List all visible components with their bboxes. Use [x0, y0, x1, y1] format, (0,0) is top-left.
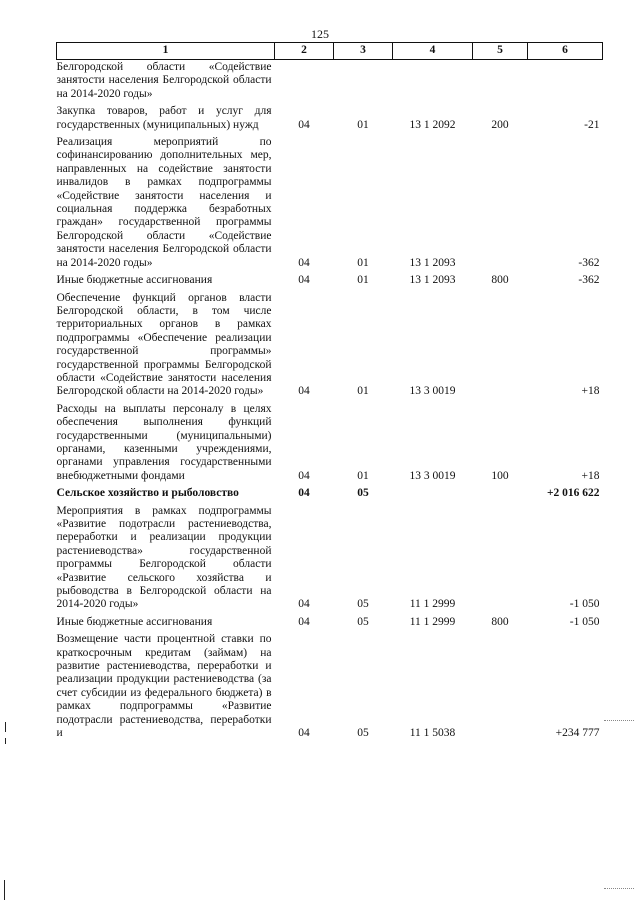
row-description: Иные бюджетные ассигнования — [56, 274, 213, 287]
row-target-code — [393, 60, 473, 102]
row-subsection-code: 01 — [357, 469, 369, 482]
header-row — [57, 43, 603, 60]
row-amount: -21 — [584, 118, 600, 131]
row-amount: +18 — [581, 469, 600, 482]
row-target-code: 13 3 0019 — [409, 469, 456, 482]
row-target-code: 13 1 2093 — [409, 256, 456, 269]
row-section-code — [275, 60, 334, 102]
row-expense-type — [473, 629, 528, 740]
row-amount: +18 — [581, 385, 600, 398]
row-description: Закупка товаров, работ и услуг для государственных (муниципальных) нужд — [56, 105, 272, 131]
row-description: Реализация мероприятий по софинансированию дополнительных мер, направленных на содействие занятости инвалидов в рамках подпрограммы «Содействие занятости населения и социальная поддержка безработных граждан» государственной программы Белгородской области «Содействие занятости населения Белгородской области на 2014-2020 годы» — [56, 136, 272, 269]
table-row — [57, 270, 603, 287]
row-target-code: 13 1 2093 — [409, 274, 456, 287]
row-expense-type — [473, 483, 528, 500]
table-row — [57, 483, 603, 500]
table-header — [57, 43, 603, 60]
row-target-code — [393, 483, 473, 500]
row-subsection-code — [334, 60, 393, 102]
row-section-code: 04 — [298, 256, 310, 269]
row-subsection-code: 05 — [357, 598, 369, 611]
row-section-code: 04 — [298, 727, 310, 740]
row-amount — [528, 60, 603, 102]
row-target-code: 11 1 2999 — [409, 598, 456, 611]
row-target-code: 13 1 2092 — [409, 118, 456, 131]
table-row — [57, 101, 603, 132]
row-target-code: 11 1 5038 — [409, 727, 456, 740]
row-section-code: 04 — [298, 469, 310, 482]
row-target-code: 13 3 0019 — [409, 385, 456, 398]
row-subsection-code: 01 — [357, 274, 369, 287]
page-number: 125 — [311, 27, 329, 41]
header-col-1: 1 — [57, 43, 275, 60]
row-expense-type: 100 — [491, 469, 509, 482]
row-section-code: 04 — [298, 598, 310, 611]
table-row — [57, 132, 603, 270]
row-subsection-code: 05 — [357, 727, 369, 740]
table-row — [57, 60, 603, 102]
row-amount: +2 016 622 — [546, 487, 600, 500]
row-expense-type — [473, 60, 528, 102]
table-row — [57, 612, 603, 629]
margin-mark — [5, 738, 6, 744]
header-col-6: 6 — [528, 43, 603, 60]
row-section-code: 04 — [298, 118, 310, 131]
row-amount: -1 050 — [569, 615, 600, 628]
edge-dash — [604, 720, 634, 722]
row-section-code: 04 — [298, 615, 310, 628]
row-expense-type — [473, 288, 528, 399]
budget-table — [56, 42, 603, 741]
edge-dash — [604, 888, 634, 890]
row-description: Иные бюджетные ассигнования — [56, 615, 213, 628]
row-subsection-code: 01 — [357, 256, 369, 269]
margin-mark — [4, 880, 5, 900]
table-row — [57, 399, 603, 483]
row-expense-type: 200 — [491, 118, 509, 131]
table-row — [57, 629, 603, 740]
row-subsection-code: 05 — [357, 487, 369, 500]
header-col-3: 3 — [334, 43, 393, 60]
table-row — [57, 501, 603, 612]
row-subsection-code: 05 — [357, 615, 369, 628]
row-description: Возмещение части процентной ставки по краткосрочным кредитам (займам) на развитие растениеводства, переработки и реализации продукции растениеводства (за счет субсидии из федерального бюджета) в рамках подпрограммы «Развитие подотрасли растениеводства, переработки и — [56, 633, 272, 740]
row-description: Расходы на выплаты персоналу в целях обеспечения выполнения функций государственными (муниципальными) органами, казенными учреждениями, органами управления государственными внебюджетными фондами — [56, 402, 272, 482]
row-description: Мероприятия в рамках подпрограммы «Развитие подотрасли растениеводства, переработки и реализации продукции растениеводства» государственной программы Белгородской области «Развитие сельского хозяйства и рыбоводства в Белгородской области на 2014-2020 годы» — [56, 504, 272, 611]
header-col-4: 4 — [393, 43, 473, 60]
row-expense-type: 800 — [491, 274, 509, 287]
row-expense-type: 800 — [491, 615, 509, 628]
row-section-code: 04 — [298, 274, 310, 287]
row-expense-type — [473, 132, 528, 270]
header-col-2: 2 — [275, 43, 334, 60]
row-amount: +234 777 — [555, 727, 600, 740]
table-row — [57, 288, 603, 399]
row-expense-type — [473, 501, 528, 612]
row-subsection-code: 01 — [357, 385, 369, 398]
row-amount: -1 050 — [569, 598, 600, 611]
table-body — [57, 60, 603, 741]
row-description: Обеспечение функций органов власти Белгородской области, в том числе территориальных органов в рамках подпрограммы «Обеспечение реализации государственной программы» государственной программы Белгородской области «Содействие занятости населения Белгородской области на 2014-2020 годы» — [56, 291, 272, 398]
row-section-code: 04 — [298, 385, 310, 398]
header-col-5: 5 — [473, 43, 528, 60]
row-subsection-code: 01 — [357, 118, 369, 131]
row-amount: -362 — [578, 256, 600, 269]
row-target-code: 11 1 2999 — [409, 615, 456, 628]
margin-mark — [5, 722, 6, 732]
row-description: Белгородской области «Содействие занятости населения Белгородской области на 2014-2020 годы» — [56, 61, 272, 100]
row-section-code: 04 — [298, 487, 310, 500]
row-amount: -362 — [578, 274, 600, 287]
row-description: Сельское хозяйство и рыболовство — [56, 487, 239, 500]
